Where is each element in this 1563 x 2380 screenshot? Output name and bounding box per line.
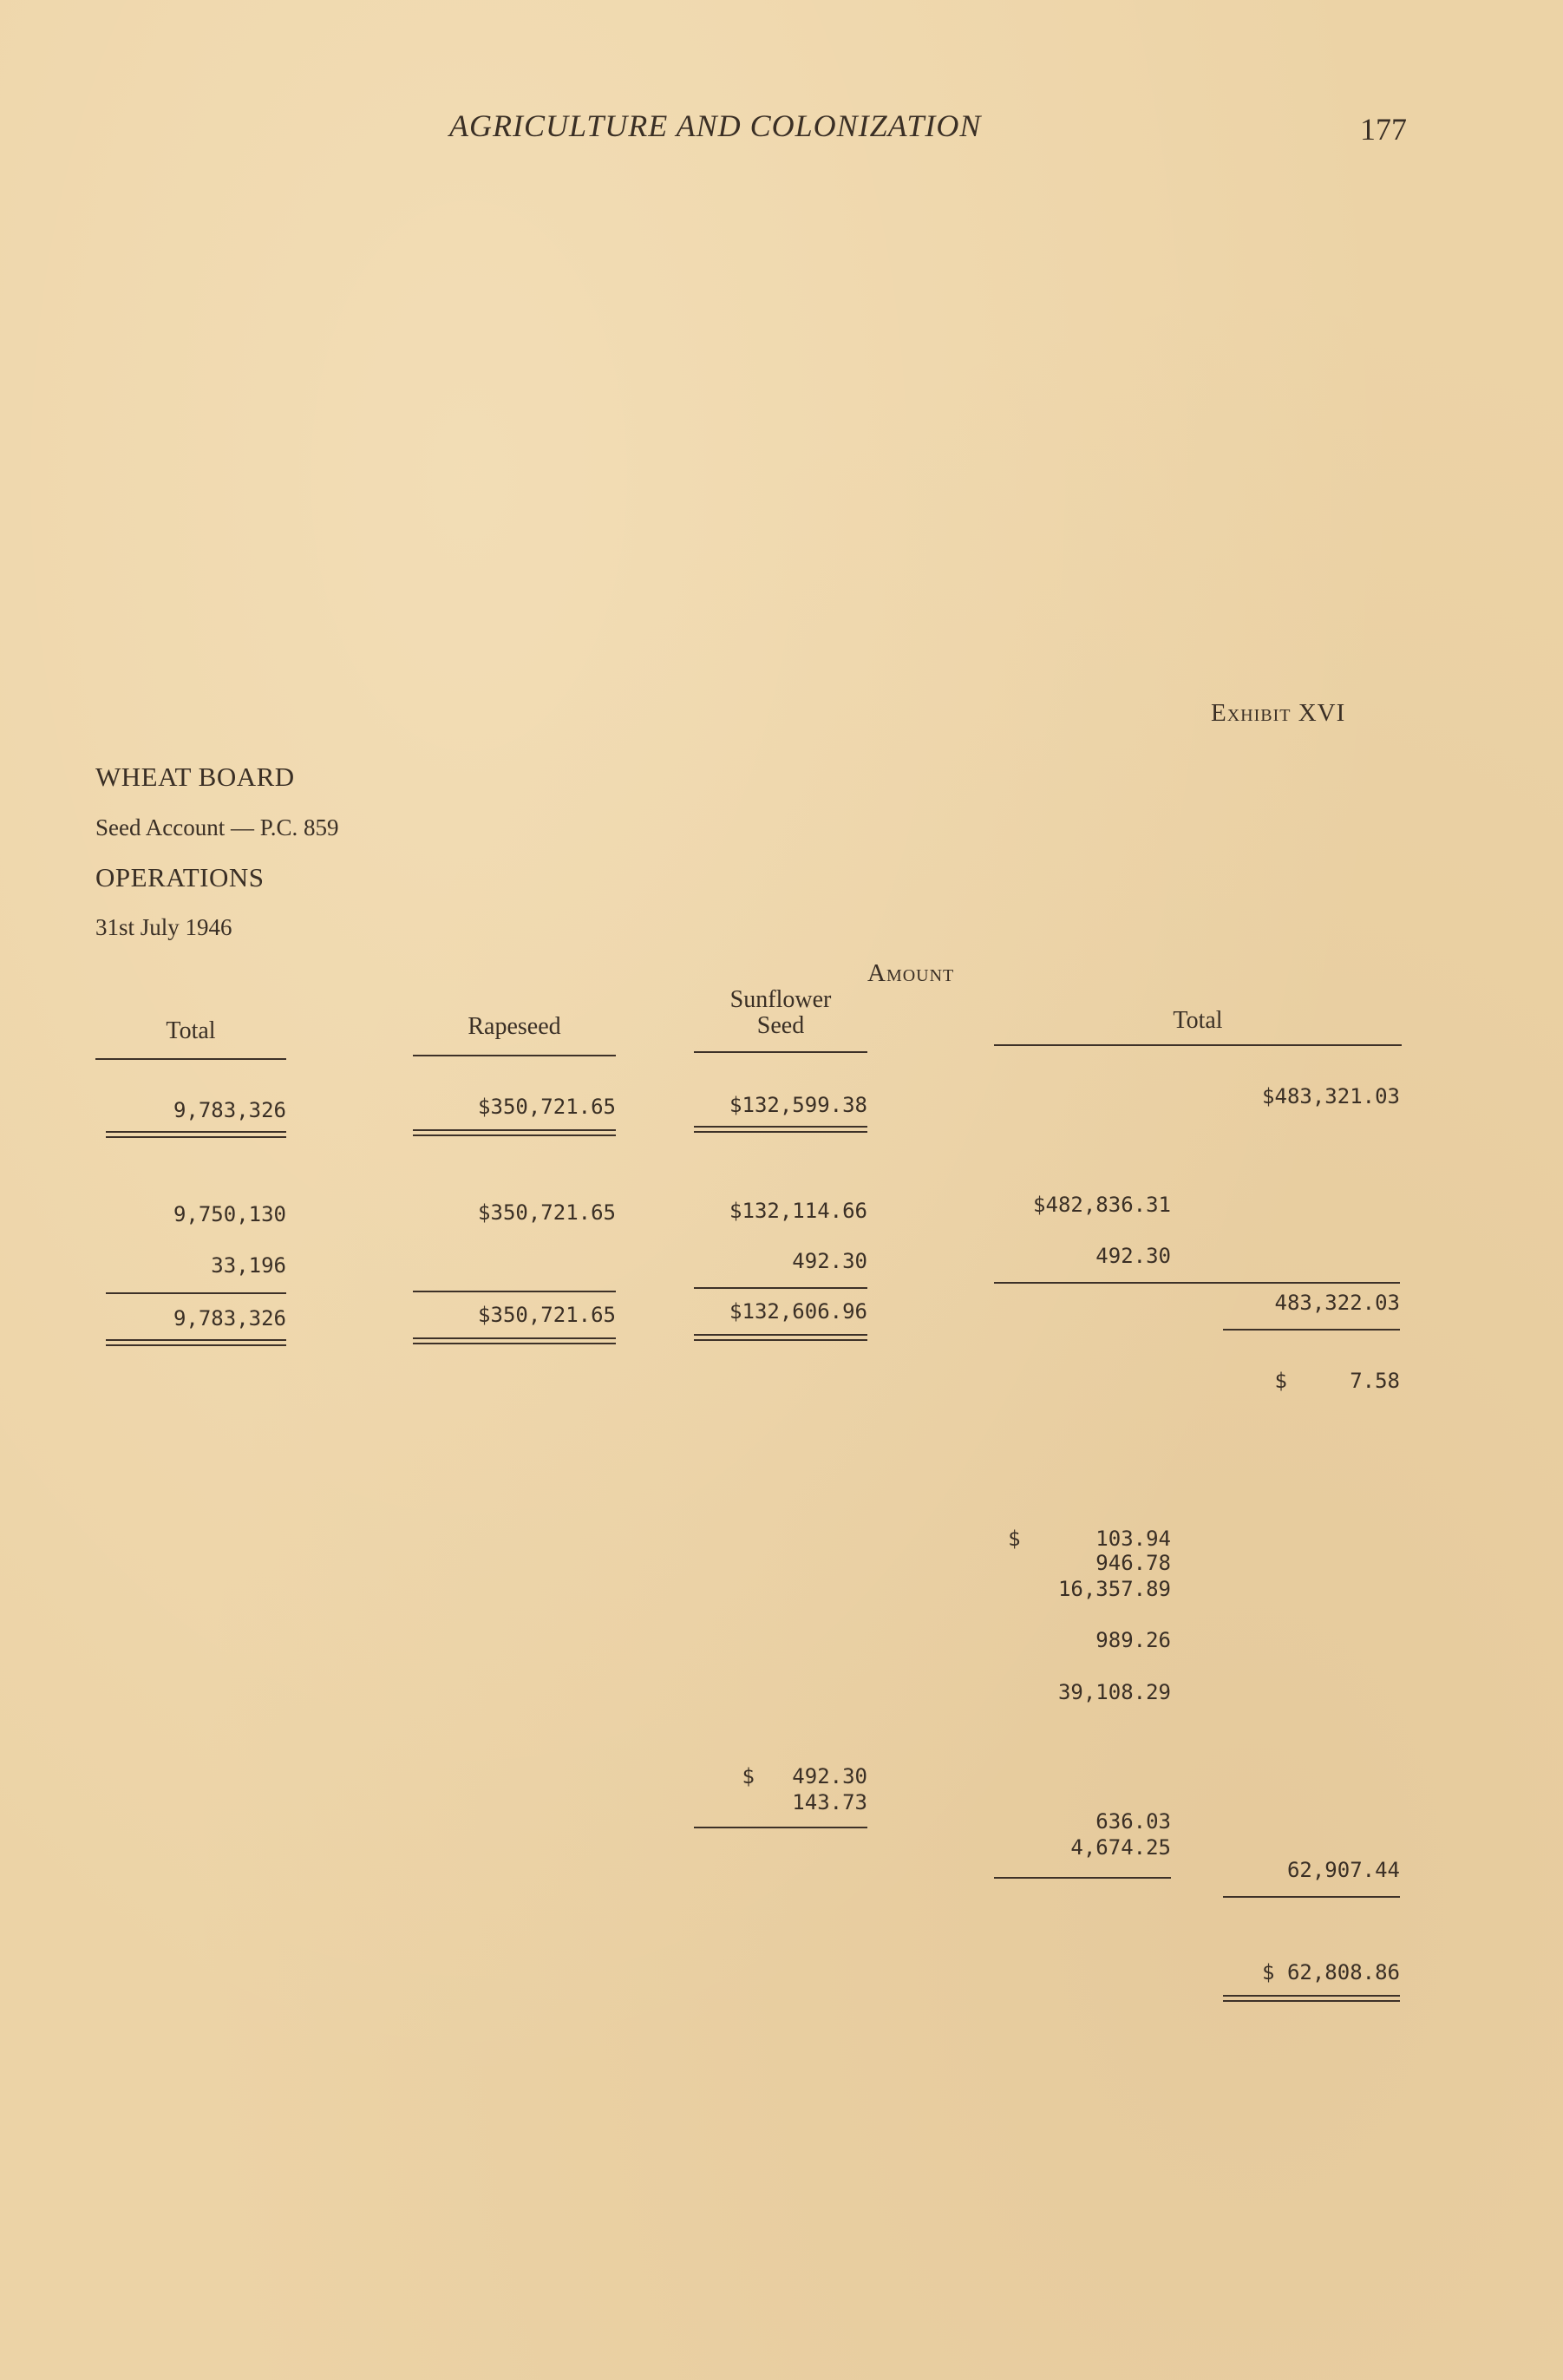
col-total-right: Total	[1173, 1007, 1223, 1034]
sum-rule	[1223, 1329, 1400, 1331]
expense-item: 946.78	[1095, 1551, 1171, 1575]
expense-sub-b: 4,674.25	[1070, 1835, 1171, 1860]
double-rule	[694, 1334, 867, 1341]
cell-r3-sunflower: 492.30	[792, 1249, 867, 1273]
statement-title: WHEAT BOARD	[95, 762, 295, 792]
cell-r1-rapeseed: $350,721.65	[478, 1095, 616, 1119]
double-rule	[694, 1126, 867, 1133]
statement-date: 31st July 1946	[95, 914, 232, 940]
cell-r1-total-right: $483,321.03	[1262, 1084, 1400, 1108]
sum-rule	[1223, 1896, 1400, 1898]
sunflower-expense-a: $ 492.30	[742, 1764, 867, 1788]
exhibit-label: Exhibit XVI	[1211, 699, 1346, 727]
page-number: 177	[1360, 112, 1407, 147]
col-sunflower: Sunflower Seed	[729, 986, 832, 1039]
double-rule	[413, 1337, 616, 1344]
sum-rule	[106, 1292, 286, 1294]
account-name: Seed Account — P.C. 859	[95, 814, 339, 840]
expense-item: 16,357.89	[1057, 1577, 1171, 1601]
cell-r4-rapeseed: $350,721.65	[478, 1303, 616, 1327]
double-rule	[1223, 1995, 1400, 2002]
double-rule	[106, 1131, 286, 1138]
expense-item: $ 103.94	[1008, 1527, 1171, 1551]
cell-r3-total: 33,196	[211, 1253, 286, 1278]
amount-header: Amount	[867, 959, 955, 987]
header-rule	[95, 1058, 286, 1060]
cell-r3-sub: 492.30	[1095, 1244, 1171, 1268]
expense-sub-a: 636.03	[1095, 1809, 1171, 1834]
cell-r5-total-right: $ 7.58	[1274, 1369, 1400, 1393]
section-title: OPERATIONS	[95, 862, 265, 892]
header-rule	[994, 1044, 1402, 1046]
cell-r2-rapeseed: $350,721.65	[478, 1200, 616, 1225]
cell-r4-total: 9,783,326	[173, 1306, 286, 1331]
sum-rule	[413, 1291, 616, 1292]
sunflower-expense-b: 143.73	[792, 1790, 867, 1814]
sum-rule	[694, 1287, 867, 1289]
expense-item: 989.26	[1095, 1628, 1171, 1652]
running-title: AGRICULTURE AND COLONIZATION	[449, 108, 982, 143]
cell-r2-sub: $482,836.31	[1033, 1193, 1171, 1217]
double-rule	[413, 1129, 616, 1136]
sum-rule	[994, 1877, 1171, 1879]
col-total-left: Total	[166, 1017, 216, 1044]
cell-r1-total: 9,783,326	[173, 1098, 286, 1122]
double-rule	[106, 1339, 286, 1346]
cell-r4-sunflower: $132,606.96	[729, 1299, 867, 1324]
grand-total: $ 62,808.86	[1262, 1960, 1400, 1984]
header-rule	[694, 1051, 867, 1053]
cell-r2-sunflower: $132,114.66	[729, 1199, 867, 1223]
expense-subtotal: 62,907.44	[1286, 1858, 1400, 1882]
col-rapeseed: Rapeseed	[468, 1013, 561, 1040]
sum-rule	[694, 1827, 867, 1828]
expense-item: 39,108.29	[1057, 1680, 1171, 1704]
cell-r1-sunflower: $132,599.38	[729, 1093, 867, 1117]
cell-r2-total: 9,750,130	[173, 1202, 286, 1226]
header-rule	[413, 1055, 616, 1056]
cell-r4-total-right: 483,322.03	[1274, 1291, 1400, 1315]
sum-rule	[994, 1282, 1400, 1284]
